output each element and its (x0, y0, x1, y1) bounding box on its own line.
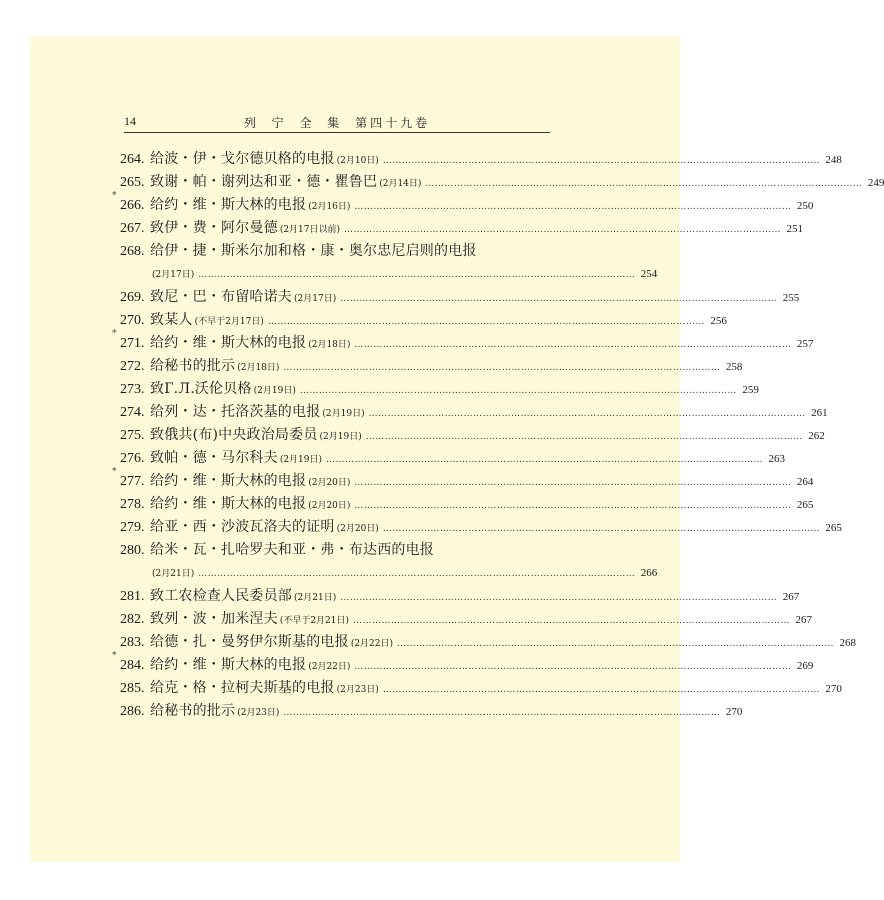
toc-entry (120, 585, 800, 608)
entry-date: (2月19日) (253, 386, 296, 396)
entry-title: 给秘书的批示 (150, 358, 236, 374)
entry-number: 272. (120, 359, 145, 374)
entry-date: (2月17日) (294, 294, 337, 304)
toc-entry (120, 447, 786, 470)
toc-entry (120, 286, 800, 309)
dot-leader: ………………………………………………………………………………………………………………………… (340, 593, 778, 603)
dot-leader: ………………………………………………………………………………………………………………………… (344, 225, 782, 235)
entry-page-number: 261 (811, 407, 828, 419)
entry-title: 致谢・帕・谢列达和亚・德・瞿鲁巴 (150, 174, 378, 190)
entry-page-number: 249 (867, 177, 884, 189)
dot-leader: ………………………………………………………………………………………………………………………… (354, 478, 792, 488)
toc-entry (120, 240, 658, 286)
entry-page-number: 257 (796, 338, 814, 350)
toc-entry (112, 467, 814, 493)
entry-date: (2月17日) (152, 270, 195, 280)
entry-date: (不早于2月21日) (279, 616, 350, 626)
dot-leader: ………………………………………………………………………………………………………………………… (299, 386, 737, 396)
entry-date: (2月20日) (308, 478, 351, 488)
header-rule (124, 132, 550, 133)
entry-number: 284. (120, 658, 145, 673)
entry-date: (2月20日) (336, 524, 379, 534)
entry-page-number: 251 (786, 223, 804, 235)
running-title: 列 宁 全 集 第四十九卷 (243, 116, 431, 130)
entry-date: (2月19日) (319, 432, 362, 442)
entry-number: 267. (120, 221, 145, 236)
entry-number: 270. (120, 313, 145, 328)
entry-number: 265. (120, 175, 145, 190)
entry-title: 给克・格・拉柯夫斯基的电报 (150, 680, 335, 696)
entry-title: 给约・维・斯大林的电报 (150, 657, 307, 673)
entry-date: (2月18日) (237, 363, 280, 373)
entry-page-number: 270 (825, 683, 842, 695)
entry-title: 致帕・德・马尔科夫 (150, 450, 278, 466)
toc-entry (120, 677, 842, 700)
dot-leader: ………………………………………………………………………………………………………………………… (198, 569, 636, 579)
dot-leader: ………………………………………………………………………………………………………………………… (353, 616, 791, 626)
entry-title: 致尼・巴・布留哈诺夫 (150, 289, 292, 305)
entry-number: 286. (120, 704, 145, 719)
entry-page-number: 256 (710, 315, 727, 327)
dot-leader: ………………………………………………………………………………………………………………………… (267, 317, 705, 327)
toc-entry (120, 355, 743, 378)
toc-entry (120, 148, 842, 171)
entry-page-number: 264 (796, 476, 814, 488)
entry-date: (2月19日) (322, 409, 365, 419)
entry-date: (2月18日) (308, 340, 351, 350)
entry-page-number: 270 (725, 706, 743, 718)
entry-title: 致某人 (150, 312, 193, 328)
toc-entry (120, 171, 884, 194)
toc-entry (112, 191, 814, 217)
entry-page-number: 263 (768, 453, 786, 465)
dot-leader: ………………………………………………………………………………………………………………………… (368, 409, 806, 419)
entry-number: 266. (120, 198, 145, 213)
toc-entry (120, 631, 857, 654)
toc-entry (120, 401, 828, 424)
entry-page-number: 268 (839, 637, 857, 649)
dot-leader: ………………………………………………………………………………………………………………………… (365, 432, 803, 442)
dot-leader: ………………………………………………………………………………………………………………………… (198, 270, 636, 280)
entry-number: 268. (120, 244, 145, 259)
entry-title: 致伊・费・阿尔曼德 (150, 220, 278, 236)
entry-date: (2月22日) (308, 662, 351, 672)
entry-number: 279. (120, 520, 145, 535)
asterisk-mark: * (112, 651, 117, 661)
entry-title: 致俄共(布)中央政治局委员 (150, 427, 318, 443)
entry-number: 285. (120, 681, 145, 696)
entry-date: (2月21日) (294, 593, 337, 603)
page-number: 14 (124, 114, 136, 128)
entry-date: (2月17日以前) (279, 225, 341, 235)
entry-page-number: 267 (782, 591, 800, 603)
entry-date: (2月10日) (336, 156, 379, 166)
entry-title: 给伊・捷・斯米尔加和格・康・奥尔忠尼启则的电报 (150, 243, 477, 259)
entry-number: 269. (120, 290, 145, 305)
entry-page-number: 250 (796, 200, 814, 212)
toc-entry (120, 217, 804, 240)
entry-title: 给列・达・托洛茨基的电报 (150, 404, 321, 420)
dot-leader: ………………………………………………………………………………………………………………………… (425, 179, 863, 189)
entry-number: 282. (120, 612, 145, 627)
entry-title: 给约・维・斯大林的电报 (150, 496, 307, 512)
entry-page-number: 258 (725, 361, 743, 373)
entry-date: (2月14日) (379, 179, 422, 189)
dot-leader: ………………………………………………………………………………………………………………………… (354, 340, 792, 350)
entry-number: 277. (120, 474, 145, 489)
toc-entry (120, 309, 727, 332)
entry-date: (不早于2月17日) (194, 317, 264, 327)
entry-page-number: 265 (796, 499, 814, 511)
entry-date: (2月23日) (336, 685, 379, 695)
entry-date: (2月16日) (308, 202, 351, 212)
entry-page-number: 267 (795, 614, 813, 626)
entry-page-number: 248 (825, 154, 842, 166)
entry-date: (2月20日) (308, 501, 351, 511)
entry-number: 264. (120, 152, 145, 167)
entry-date: (2月21日) (152, 569, 195, 579)
entry-title: 给德・扎・曼努伊尔斯基的电报 (150, 634, 349, 650)
dot-leader: ………………………………………………………………………………………………………………………… (326, 455, 764, 465)
toc-entry (120, 608, 813, 631)
toc-entry (112, 329, 814, 355)
dot-leader: ………………………………………………………………………………………………………………………… (354, 662, 792, 672)
entry-page-number: 262 (808, 430, 825, 442)
dot-leader: ………………………………………………………………………………………………………………………… (283, 708, 721, 718)
toc-entry (120, 700, 743, 723)
entry-number: 273. (120, 382, 145, 397)
entry-title: 致列・波・加米涅夫 (150, 611, 278, 627)
entry-number: 283. (120, 635, 145, 650)
toc-entry (120, 378, 759, 401)
entry-page-number: 254 (640, 268, 658, 280)
entry-title: 给约・维・斯大林的电报 (150, 335, 307, 351)
entry-title: 致Г.Л.沃伦贝格 (150, 381, 252, 397)
asterisk-mark: * (112, 329, 117, 339)
dot-leader: ………………………………………………………………………………………………………………………… (382, 685, 820, 695)
entry-page-number: 269 (796, 660, 814, 672)
toc-entry (120, 424, 825, 447)
entry-number: 275. (120, 428, 145, 443)
entry-date: (2月23日) (237, 708, 280, 718)
table-of-contents (112, 148, 884, 723)
entry-number: 280. (120, 543, 145, 558)
dot-leader: ………………………………………………………………………………………………………………………… (354, 501, 792, 511)
dot-leader: ………………………………………………………………………………………………………………………… (354, 202, 792, 212)
entry-date: (2月22日) (350, 639, 394, 649)
toc-entry (112, 651, 814, 677)
entry-title: 致工农检查人民委员部 (150, 588, 292, 604)
entry-page-number: 265 (825, 522, 842, 534)
toc-entry (120, 539, 658, 585)
toc-entry (120, 516, 842, 539)
dot-leader: ………………………………………………………………………………………………………………………… (283, 363, 721, 373)
entry-title: 给秘书的批示 (150, 703, 236, 719)
entry-number: 276. (120, 451, 145, 466)
entry-number: 274. (120, 405, 145, 420)
entry-title: 给亚・西・沙波瓦洛夫的证明 (150, 519, 335, 535)
entry-page-number: 259 (742, 384, 759, 396)
toc-entry (120, 493, 814, 516)
entry-page-number: 266 (640, 567, 658, 579)
entry-page-number: 255 (782, 292, 800, 304)
entry-number: 271. (120, 336, 145, 351)
entry-title: 给波・伊・戈尔德贝格的电报 (150, 151, 335, 167)
dot-leader: ………………………………………………………………………………………………………………………… (382, 156, 820, 166)
entry-number: 281. (120, 589, 145, 604)
asterisk-mark: * (112, 191, 117, 201)
entry-title: 给约・维・斯大林的电报 (150, 197, 307, 213)
entry-date: (2月19日) (279, 455, 323, 465)
entry-title: 给约・维・斯大林的电报 (150, 473, 307, 489)
asterisk-mark: * (112, 467, 117, 477)
dot-leader: ………………………………………………………………………………………………………………………… (340, 294, 778, 304)
entry-title: 给米・瓦・扎哈罗夫和亚・弗・布达西的电报 (150, 542, 434, 558)
entry-number: 278. (120, 497, 145, 512)
dot-leader: ………………………………………………………………………………………………………………………… (397, 639, 835, 649)
dot-leader: ………………………………………………………………………………………………………………………… (382, 524, 820, 534)
